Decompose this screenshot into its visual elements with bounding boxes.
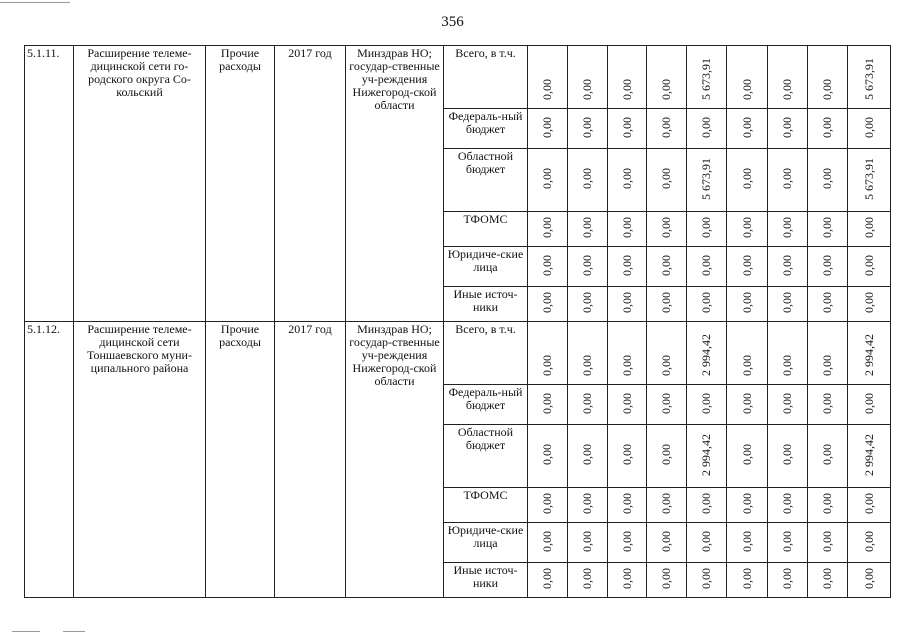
amount-cell xyxy=(647,46,687,109)
item-code-cell: 5.1.11. xyxy=(25,46,74,322)
amount-value: 0,00 xyxy=(739,79,754,100)
amount-cell xyxy=(687,488,727,523)
amount-cell xyxy=(687,385,727,425)
amount-cell xyxy=(608,523,647,563)
amount-value: 0,00 xyxy=(659,530,673,552)
funding-source-label: Юридиче-ские лица xyxy=(444,523,528,563)
funding-source-label: Областной бюджет xyxy=(444,425,528,488)
amount-cell xyxy=(608,488,647,523)
amount-value: 0,00 xyxy=(540,168,554,189)
amount-value: 0,00 xyxy=(659,392,673,414)
amount-value: 0,00 xyxy=(739,254,754,276)
amount-value: 0,00 xyxy=(540,392,554,414)
amount-cell xyxy=(647,523,687,563)
amount-value: 0,00 xyxy=(780,168,794,189)
amount-value: 0,00 xyxy=(540,530,554,552)
amount-value: 2 994,42 xyxy=(699,334,713,376)
amount-cell xyxy=(568,287,608,322)
funding-source-label: Юридиче-ские лица xyxy=(444,247,528,287)
amount-cell xyxy=(768,149,808,212)
amount-cell xyxy=(768,563,808,598)
scan-artifact-line xyxy=(12,631,40,632)
amount-cell xyxy=(808,523,848,563)
amount-cell xyxy=(727,322,768,385)
amount-cell xyxy=(608,149,647,212)
amount-value: 0,00 xyxy=(619,217,634,238)
amount-cell xyxy=(528,425,568,488)
amount-cell xyxy=(568,109,608,149)
amount-cell xyxy=(568,247,608,287)
amount-cell xyxy=(528,523,568,563)
amount-value: 0,00 xyxy=(619,168,634,189)
amount-value: 0,00 xyxy=(820,392,834,414)
amount-cell xyxy=(528,488,568,523)
amount-cell xyxy=(848,109,891,149)
amount-value: 0,00 xyxy=(540,217,554,238)
amount-value: 0,00 xyxy=(780,254,794,276)
amount-value: 0,00 xyxy=(699,217,713,238)
amount-cell xyxy=(727,149,768,212)
amount-cell xyxy=(528,287,568,322)
amount-cell xyxy=(727,109,768,149)
amount-cell xyxy=(568,523,608,563)
amount-value: 0,00 xyxy=(820,568,834,589)
amount-value: 0,00 xyxy=(820,168,834,189)
amount-cell xyxy=(808,247,848,287)
amount-cell xyxy=(568,385,608,425)
amount-value: 0,00 xyxy=(780,568,794,589)
executor-cell: Минздрав НО; государ-ственные уч-реждения Нижегород-ской области xyxy=(346,46,444,322)
amount-cell xyxy=(768,212,808,247)
amount-cell xyxy=(608,322,647,385)
amount-cell xyxy=(568,563,608,598)
amount-cell xyxy=(528,322,568,385)
amount-cell xyxy=(727,425,768,488)
executor-cell: Минздрав НО; государ-ственные уч-реждения Нижегород-ской области xyxy=(346,322,444,598)
amount-cell xyxy=(727,247,768,287)
amount-value: 0,00 xyxy=(780,79,794,100)
amount-value: 0,00 xyxy=(659,292,673,313)
amount-value: 0,00 xyxy=(619,444,634,465)
amount-cell xyxy=(848,212,891,247)
amount-cell xyxy=(768,385,808,425)
funding-source-label: Областной бюджет xyxy=(444,149,528,212)
amount-value: 0,00 xyxy=(619,292,634,313)
period-cell: 2017 год xyxy=(275,46,346,322)
amount-value: 0,00 xyxy=(820,79,834,100)
amount-cell xyxy=(768,287,808,322)
amount-value: 0,00 xyxy=(820,217,834,238)
amount-value: 0,00 xyxy=(659,444,673,465)
amount-value: 0,00 xyxy=(580,116,594,138)
amount-cell xyxy=(687,109,727,149)
amount-value: 0,00 xyxy=(699,116,713,138)
amount-cell xyxy=(687,425,727,488)
amount-cell xyxy=(647,109,687,149)
amount-cell xyxy=(727,287,768,322)
amount-cell xyxy=(808,109,848,149)
amount-value: 0,00 xyxy=(580,392,594,414)
amount-value: 0,00 xyxy=(699,530,713,552)
amount-cell xyxy=(848,488,891,523)
amount-cell xyxy=(848,425,891,488)
amount-value: 2 994,42 xyxy=(861,433,876,476)
amount-value: 0,00 xyxy=(659,493,673,514)
funding-source-label: Федераль-ный бюджет xyxy=(444,109,528,149)
amount-value: 0,00 xyxy=(861,254,876,276)
amount-value: 0,00 xyxy=(820,116,834,138)
amount-value: 0,00 xyxy=(699,392,713,414)
amount-value: 0,00 xyxy=(580,168,594,189)
amount-value: 0,00 xyxy=(659,116,673,138)
amount-cell xyxy=(808,563,848,598)
amount-cell xyxy=(608,563,647,598)
amount-cell xyxy=(608,212,647,247)
item-name-cell: Расширение телеме-дицинской сети го-родского округа Со-кольский xyxy=(74,46,206,322)
amount-cell xyxy=(727,46,768,109)
amount-value: 0,00 xyxy=(739,444,754,465)
amount-cell xyxy=(568,322,608,385)
expense-type-cell: Прочие расходы xyxy=(206,322,275,598)
amount-cell xyxy=(808,212,848,247)
amount-value: 5 673,91 xyxy=(699,157,713,200)
amount-value: 0,00 xyxy=(540,568,554,589)
amount-value: 0,00 xyxy=(659,254,673,276)
amount-value: 0,00 xyxy=(739,568,754,589)
table-body xyxy=(25,46,891,598)
amount-cell xyxy=(647,425,687,488)
amount-value: 0,00 xyxy=(780,217,794,238)
amount-value: 0,00 xyxy=(580,568,594,589)
amount-cell xyxy=(568,149,608,212)
amount-cell xyxy=(568,488,608,523)
amount-cell xyxy=(528,212,568,247)
amount-value: 0,00 xyxy=(580,79,594,100)
amount-cell xyxy=(568,425,608,488)
amount-value: 0,00 xyxy=(580,355,594,376)
amount-cell xyxy=(687,322,727,385)
amount-value: 0,00 xyxy=(739,116,754,138)
amount-cell xyxy=(647,563,687,598)
amount-cell xyxy=(808,46,848,109)
amount-cell xyxy=(528,149,568,212)
table-row xyxy=(25,322,891,385)
amount-value: 0,00 xyxy=(659,217,673,238)
amount-value: 0,00 xyxy=(540,79,554,100)
funding-source-label: ТФОМС xyxy=(444,488,528,523)
amount-value: 0,00 xyxy=(540,355,554,376)
scan-artifact-line xyxy=(0,2,70,3)
amount-cell xyxy=(727,523,768,563)
amount-value: 0,00 xyxy=(739,217,754,238)
amount-cell xyxy=(687,149,727,212)
amount-cell xyxy=(647,322,687,385)
amount-cell xyxy=(808,385,848,425)
amount-value: 0,00 xyxy=(619,493,634,514)
funding-source-label: Всего, в т.ч. xyxy=(444,322,528,385)
amount-cell xyxy=(768,488,808,523)
amount-cell xyxy=(768,109,808,149)
amount-cell xyxy=(848,287,891,322)
amount-value: 0,00 xyxy=(739,530,754,552)
amount-value: 0,00 xyxy=(739,355,754,376)
amount-cell xyxy=(528,385,568,425)
amount-cell xyxy=(808,322,848,385)
amount-cell xyxy=(647,149,687,212)
amount-value: 0,00 xyxy=(861,217,876,238)
amount-cell xyxy=(848,247,891,287)
funding-source-label: ТФОМС xyxy=(444,212,528,247)
amount-value: 0,00 xyxy=(820,493,834,514)
amount-value: 0,00 xyxy=(861,493,876,514)
amount-value: 0,00 xyxy=(659,568,673,589)
amount-cell xyxy=(808,488,848,523)
amount-value: 0,00 xyxy=(659,168,673,189)
amount-value: 0,00 xyxy=(540,292,554,313)
amount-cell xyxy=(808,149,848,212)
amount-cell xyxy=(808,425,848,488)
amount-cell xyxy=(687,287,727,322)
amount-cell xyxy=(528,46,568,109)
amount-cell xyxy=(727,212,768,247)
amount-value: 0,00 xyxy=(580,292,594,313)
amount-cell xyxy=(848,385,891,425)
amount-cell xyxy=(647,385,687,425)
amount-cell xyxy=(768,523,808,563)
amount-value: 0,00 xyxy=(619,355,634,376)
amount-value: 0,00 xyxy=(580,254,594,276)
item-code-cell: 5.1.12. xyxy=(25,322,74,598)
amount-value: 2 994,42 xyxy=(699,433,713,476)
amount-cell xyxy=(647,212,687,247)
funding-source-label: Иные источ-ники xyxy=(444,287,528,322)
amount-value: 0,00 xyxy=(619,568,634,589)
amount-cell xyxy=(808,287,848,322)
amount-cell xyxy=(848,322,891,385)
amount-value: 0,00 xyxy=(820,355,834,376)
amount-cell xyxy=(848,149,891,212)
table-row xyxy=(25,46,891,109)
amount-value: 0,00 xyxy=(659,79,673,100)
amount-value: 0,00 xyxy=(820,530,834,552)
amount-value: 0,00 xyxy=(861,568,876,589)
amount-cell xyxy=(687,563,727,598)
amount-value: 2 994,42 xyxy=(861,334,876,376)
amount-value: 0,00 xyxy=(780,355,794,376)
amount-value: 0,00 xyxy=(580,217,594,238)
amount-cell xyxy=(768,247,808,287)
amount-cell xyxy=(528,563,568,598)
amount-value: 0,00 xyxy=(540,254,554,276)
amount-value: 0,00 xyxy=(540,493,554,514)
amount-cell xyxy=(687,212,727,247)
amount-cell xyxy=(848,523,891,563)
amount-value: 0,00 xyxy=(699,254,713,276)
amount-value: 0,00 xyxy=(580,444,594,465)
amount-value: 0,00 xyxy=(820,254,834,276)
amount-cell xyxy=(608,385,647,425)
amount-cell xyxy=(608,425,647,488)
amount-value: 0,00 xyxy=(861,392,876,414)
amount-cell xyxy=(768,425,808,488)
amount-cell xyxy=(647,488,687,523)
amount-value: 0,00 xyxy=(619,79,634,100)
amount-value: 0,00 xyxy=(820,292,834,313)
amount-value: 0,00 xyxy=(619,530,634,552)
amount-value: 0,00 xyxy=(659,355,673,376)
amount-cell xyxy=(608,46,647,109)
amount-cell xyxy=(727,563,768,598)
amount-value: 5 673,91 xyxy=(699,58,713,100)
funding-source-label: Федераль-ный бюджет xyxy=(444,385,528,425)
amount-value: 0,00 xyxy=(780,292,794,313)
amount-value: 0,00 xyxy=(739,392,754,414)
budget-table xyxy=(24,45,891,598)
amount-cell xyxy=(727,488,768,523)
amount-value: 0,00 xyxy=(780,493,794,514)
amount-value: 0,00 xyxy=(540,116,554,138)
amount-cell xyxy=(647,287,687,322)
amount-value: 0,00 xyxy=(739,292,754,313)
amount-value: 0,00 xyxy=(699,292,713,313)
amount-value: 0,00 xyxy=(780,116,794,138)
amount-cell xyxy=(727,385,768,425)
amount-cell xyxy=(687,523,727,563)
amount-value: 0,00 xyxy=(820,444,834,465)
amount-value: 0,00 xyxy=(580,493,594,514)
page-number: 356 xyxy=(441,14,464,30)
amount-cell xyxy=(687,46,727,109)
amount-value: 5 673,91 xyxy=(861,157,876,200)
amount-cell xyxy=(608,287,647,322)
amount-value: 0,00 xyxy=(739,493,754,514)
amount-cell xyxy=(768,46,808,109)
amount-cell xyxy=(608,109,647,149)
amount-cell xyxy=(768,322,808,385)
amount-value: 0,00 xyxy=(580,530,594,552)
amount-value: 0,00 xyxy=(699,493,713,514)
period-cell: 2017 год xyxy=(275,322,346,598)
amount-value: 0,00 xyxy=(780,392,794,414)
amount-cell xyxy=(848,46,891,109)
scan-artifact-line xyxy=(63,631,85,632)
amount-value: 0,00 xyxy=(699,568,713,589)
amount-value: 0,00 xyxy=(739,168,754,189)
amount-cell xyxy=(528,247,568,287)
amount-value: 0,00 xyxy=(780,530,794,552)
amount-value: 0,00 xyxy=(861,292,876,313)
amount-value: 0,00 xyxy=(619,392,634,414)
amount-value: 0,00 xyxy=(861,116,876,138)
amount-cell xyxy=(647,247,687,287)
amount-cell xyxy=(568,212,608,247)
amount-cell xyxy=(568,46,608,109)
amount-value: 5 673,91 xyxy=(861,58,876,100)
funding-source-label: Всего, в т.ч. xyxy=(444,46,528,109)
amount-value: 0,00 xyxy=(861,530,876,552)
funding-source-label: Иные источ-ники xyxy=(444,563,528,598)
amount-cell xyxy=(687,247,727,287)
amount-value: 0,00 xyxy=(619,116,634,138)
item-name-cell: Расширение телеме-дицинской сети Тоншаевского муни-ципального района xyxy=(74,322,206,598)
expense-type-cell: Прочие расходы xyxy=(206,46,275,322)
amount-cell xyxy=(608,247,647,287)
amount-cell xyxy=(528,109,568,149)
amount-value: 0,00 xyxy=(619,254,634,276)
amount-cell xyxy=(848,563,891,598)
amount-value: 0,00 xyxy=(540,444,554,465)
amount-value: 0,00 xyxy=(780,444,794,465)
